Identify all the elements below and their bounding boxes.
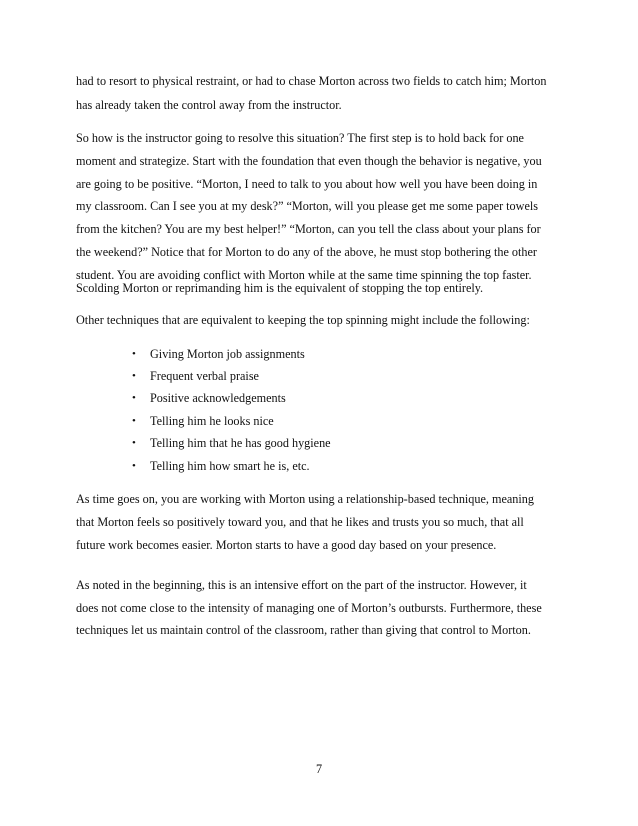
paragraph-4-line-1: As time goes on, you are working with Morton using a relationship-based technique, meaning — [76, 492, 534, 506]
paragraph-2-line-5: from the kitchen? You are my best helper!” “Morton, can you tell the class about your plans for — [76, 222, 541, 236]
paragraph-1-line-2: has already taken the control away from the instructor. — [76, 98, 342, 112]
page-number: 7 — [315, 762, 323, 776]
paragraph-2-line-7: student. You are avoiding conflict with Morton while at the same time spinning the top faster. — [76, 268, 532, 282]
list-item-text: Giving Morton job assignments — [150, 347, 305, 361]
list-item-text: Frequent verbal praise — [150, 369, 259, 383]
paragraph-2-line-8: Scolding Morton or reprimanding him is the equivalent of stopping the top entirely. — [76, 281, 484, 295]
paragraph-5-line-1: As noted in the beginning, this is an intensive effort on the part of the instructor. However, it — [76, 578, 527, 592]
paragraph-5-line-2: does not come close to the intensity of managing one of Morton’s outbursts. Furthermore, these — [76, 601, 542, 615]
paragraph-2-line-1: So how is the instructor going to resolve this situation? The first step is to hold back for one — [76, 131, 524, 145]
paragraph-2-line-6: the weekend?” Notice that for Morton to do any of the above, he must stop bothering the other — [76, 245, 537, 259]
bullet-icon: • — [132, 392, 136, 404]
paragraph-4-line-2: that Morton feels so positively toward you, and that he likes and trusts you so much, that all — [76, 515, 524, 529]
paragraph-1-line-1: had to resort to physical restraint, or had to chase Morton across two fields to catch him; Morton — [76, 74, 547, 88]
paragraph-4-line-3: future work becomes easier. Morton starts to have a good day based on your presence. — [76, 538, 497, 552]
bullet-icon: • — [132, 348, 136, 360]
list-item-text: Telling him he looks nice — [150, 414, 274, 428]
bullet-icon: • — [132, 437, 136, 449]
list-item-text: Telling him that he has good hygiene — [150, 436, 331, 450]
paragraph-5-line-3: techniques let us maintain control of the classroom, rather than giving that control to Morton. — [76, 623, 531, 637]
paragraph-2-line-4: my classroom. Can I see you at my desk?” “Morton, will you please get me some paper towels — [76, 199, 538, 213]
bullet-icon: • — [132, 370, 136, 382]
bullet-icon: • — [132, 460, 136, 472]
bullet-icon: • — [132, 415, 136, 427]
paragraph-2-line-2: moment and strategize. Start with the foundation that even though the behavior is negative, you — [76, 154, 542, 168]
list-item-text: Positive acknowledgements — [150, 391, 286, 405]
paragraph-2-line-3: are going to be positive. “Morton, I need to talk to you about how well you have been doing in — [76, 177, 538, 191]
paragraph-3-line-1: Other techniques that are equivalent to keeping the top spinning might include the following: — [76, 313, 530, 327]
list-item-text: Telling him how smart he is, etc. — [150, 459, 310, 473]
